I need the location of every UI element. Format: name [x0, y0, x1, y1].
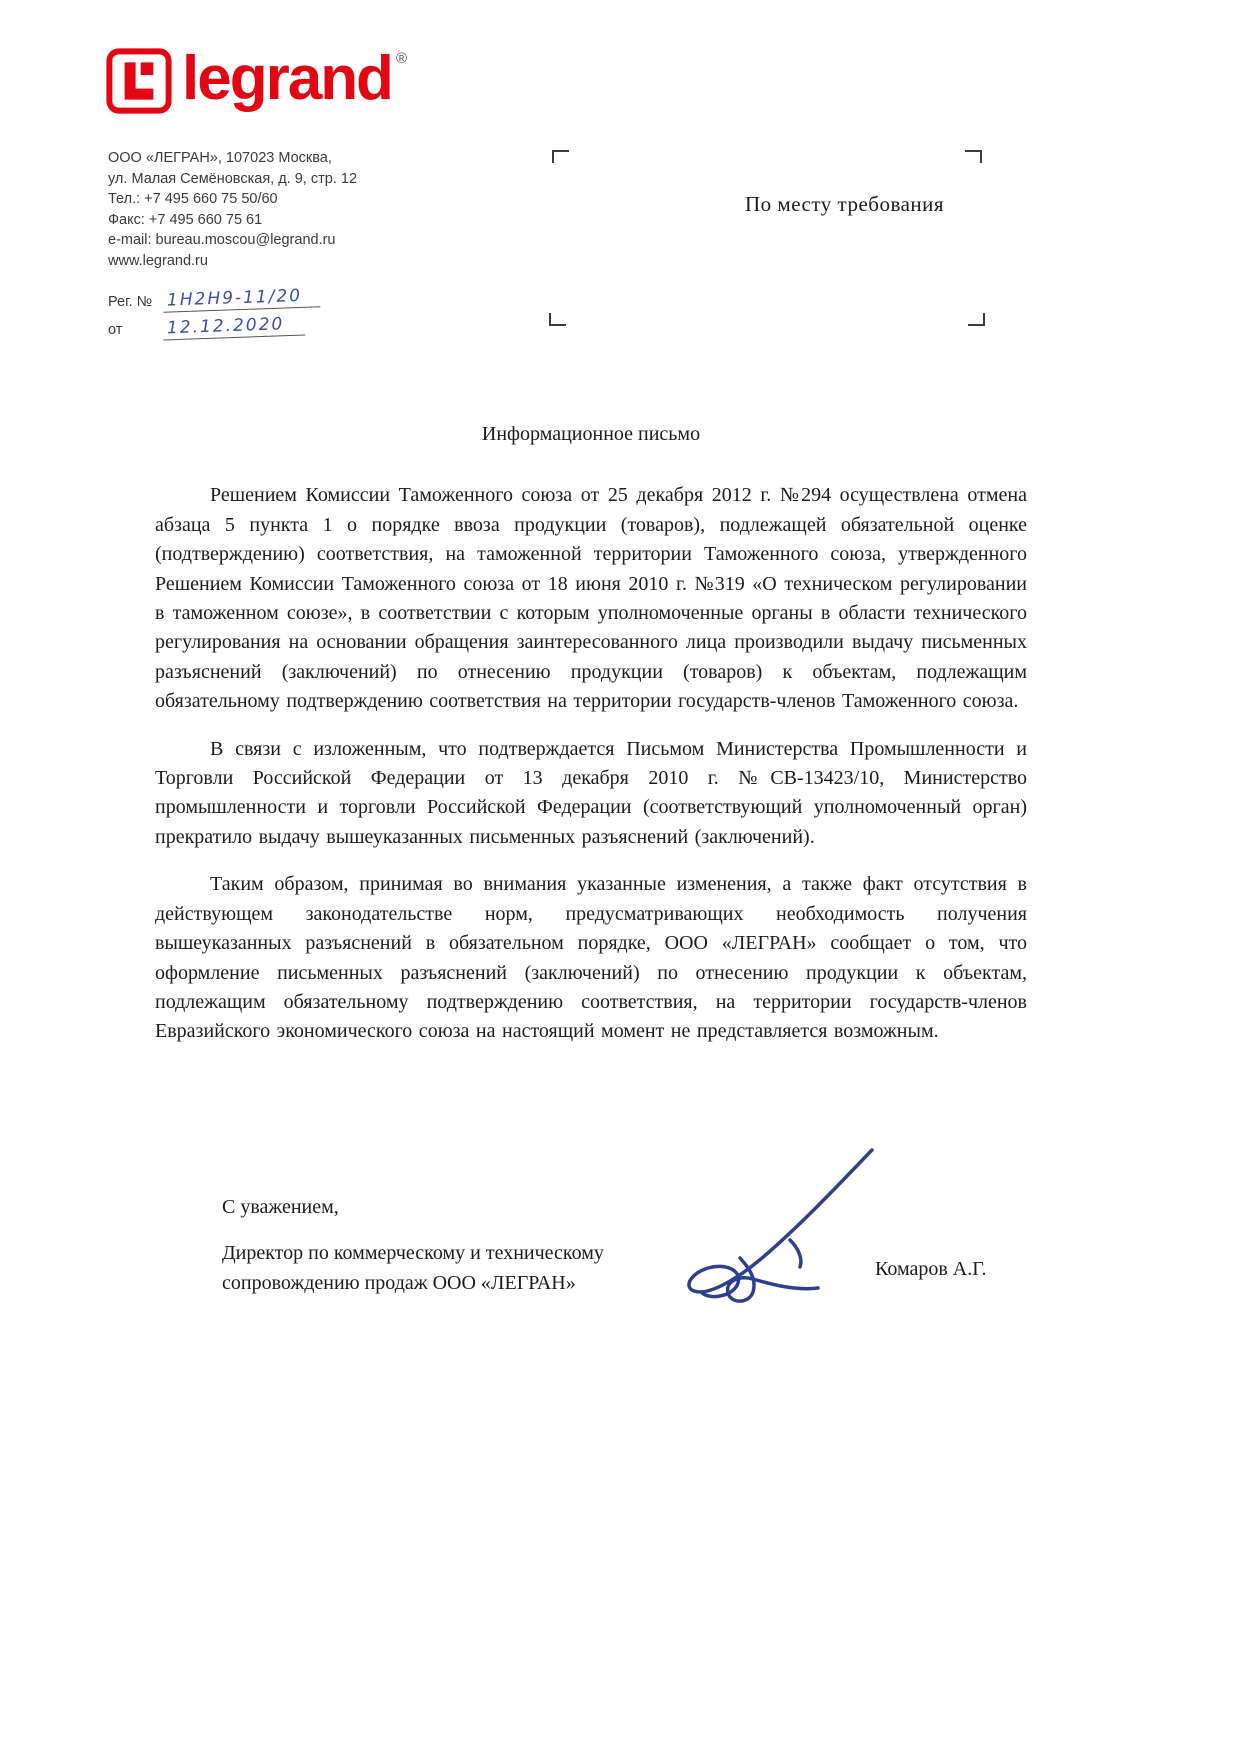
address-window-corner-top-left [552, 150, 569, 163]
company-address [108, 148, 357, 271]
signature-ink [640, 1140, 890, 1315]
reg-number-label: Рег. № [108, 294, 153, 310]
signer-name: Комаров А.Г. [875, 1258, 987, 1280]
reg-number-handwritten-value: 1Н2Н9-11/20 [163, 285, 321, 312]
signer-title [222, 1238, 604, 1298]
date-handwritten-value: 12.12.2020 [163, 314, 306, 341]
brand-wordmark: legrand [182, 44, 392, 113]
legrand-logo [106, 44, 407, 114]
address-line-street: ул. Малая Семёновская, д. 9, стр. 12 [108, 170, 358, 187]
paragraph-1: Решением Комиссии Таможенного союза от 25 декабря 2012 г. №294 осуществлена отмена абзаца 5 пункта 1 о порядке ввоза продукции (товаров), подлежащей обязательной оценке (подтверждению) соответствия, на таможенной территории Таможенного союза, утвержденного Решением Комиссии Таможенного союза от 18 июня 2010 г. №319 «О техническом регулировании в таможенном союзе», в соответствии с которым уполномоченные органы в области технического регулирования на основании обращения заинтересованного лица производили выдачу письменных разъяснений (заключений) по отнесению продукции (товаров) к объектам, подлежащим обязательному подтверждению соответствия на территории государств-членов Таможенного союза. [155, 484, 1027, 713]
letter-title: Информационное письмо [481, 423, 701, 445]
address-line-email: e-mail: bureau.moscou@legrand.ru [108, 232, 336, 248]
address-line-fax: Факс: +7 495 660 75 61 [108, 211, 263, 228]
address-window-corner-bottom-right [968, 313, 985, 326]
letter-body [155, 420, 1027, 1065]
address-line-website: www.legrand.ru [108, 252, 208, 269]
paragraph-3: Таким образом, принимая во внимания указанные изменения, а также факт отсутствия в действующем законодательстве норм, предусматривающих необходимость получения вышеуказанных разъяснений в обязательном порядке, ООО «ЛЕГРАН» сообщает о том, что оформление письменных разъяснений (заключений) по отнесению продукции к объектам, подлежащим обязательному подтверждению соответствия, на территории государств-членов Евразийского экономического союза на настоящий момент не представляется возможным. [155, 873, 1027, 1043]
address-window-corner-top-right [965, 150, 982, 163]
recipient-text: По месту требования [745, 192, 945, 216]
address-window-corner-bottom-left [549, 313, 566, 326]
registration-block [108, 285, 320, 344]
closing-salutation: С уважением, [222, 1196, 339, 1218]
signer-title-line-1: Директор по коммерческому и техническому [222, 1242, 604, 1264]
legrand-logo-icon [106, 48, 172, 114]
trademark-symbol: ® [395, 50, 407, 67]
paragraph-2: В связи с изложенным, что подтверждается Письмом Министерства Промышленности и Торговли Российской Федерации от 13 декабря 2010 г. №СВ-13423/10, Министерство промышленности и торговли Российской Федерации (соответствующий уполномоченный орган) прекратило выдачу вышеуказанных письменных разъяснений (заключений). [155, 737, 1027, 848]
date-label: от [108, 322, 123, 338]
address-line-phone: Тел.: +7 495 660 75 50/60 [108, 191, 278, 207]
signer-title-line-2: сопровождению продаж ООО «ЛЕГРАН» [222, 1272, 576, 1294]
address-line-company: ООО «ЛЕГРАН», 107023 Москва, [108, 150, 332, 166]
